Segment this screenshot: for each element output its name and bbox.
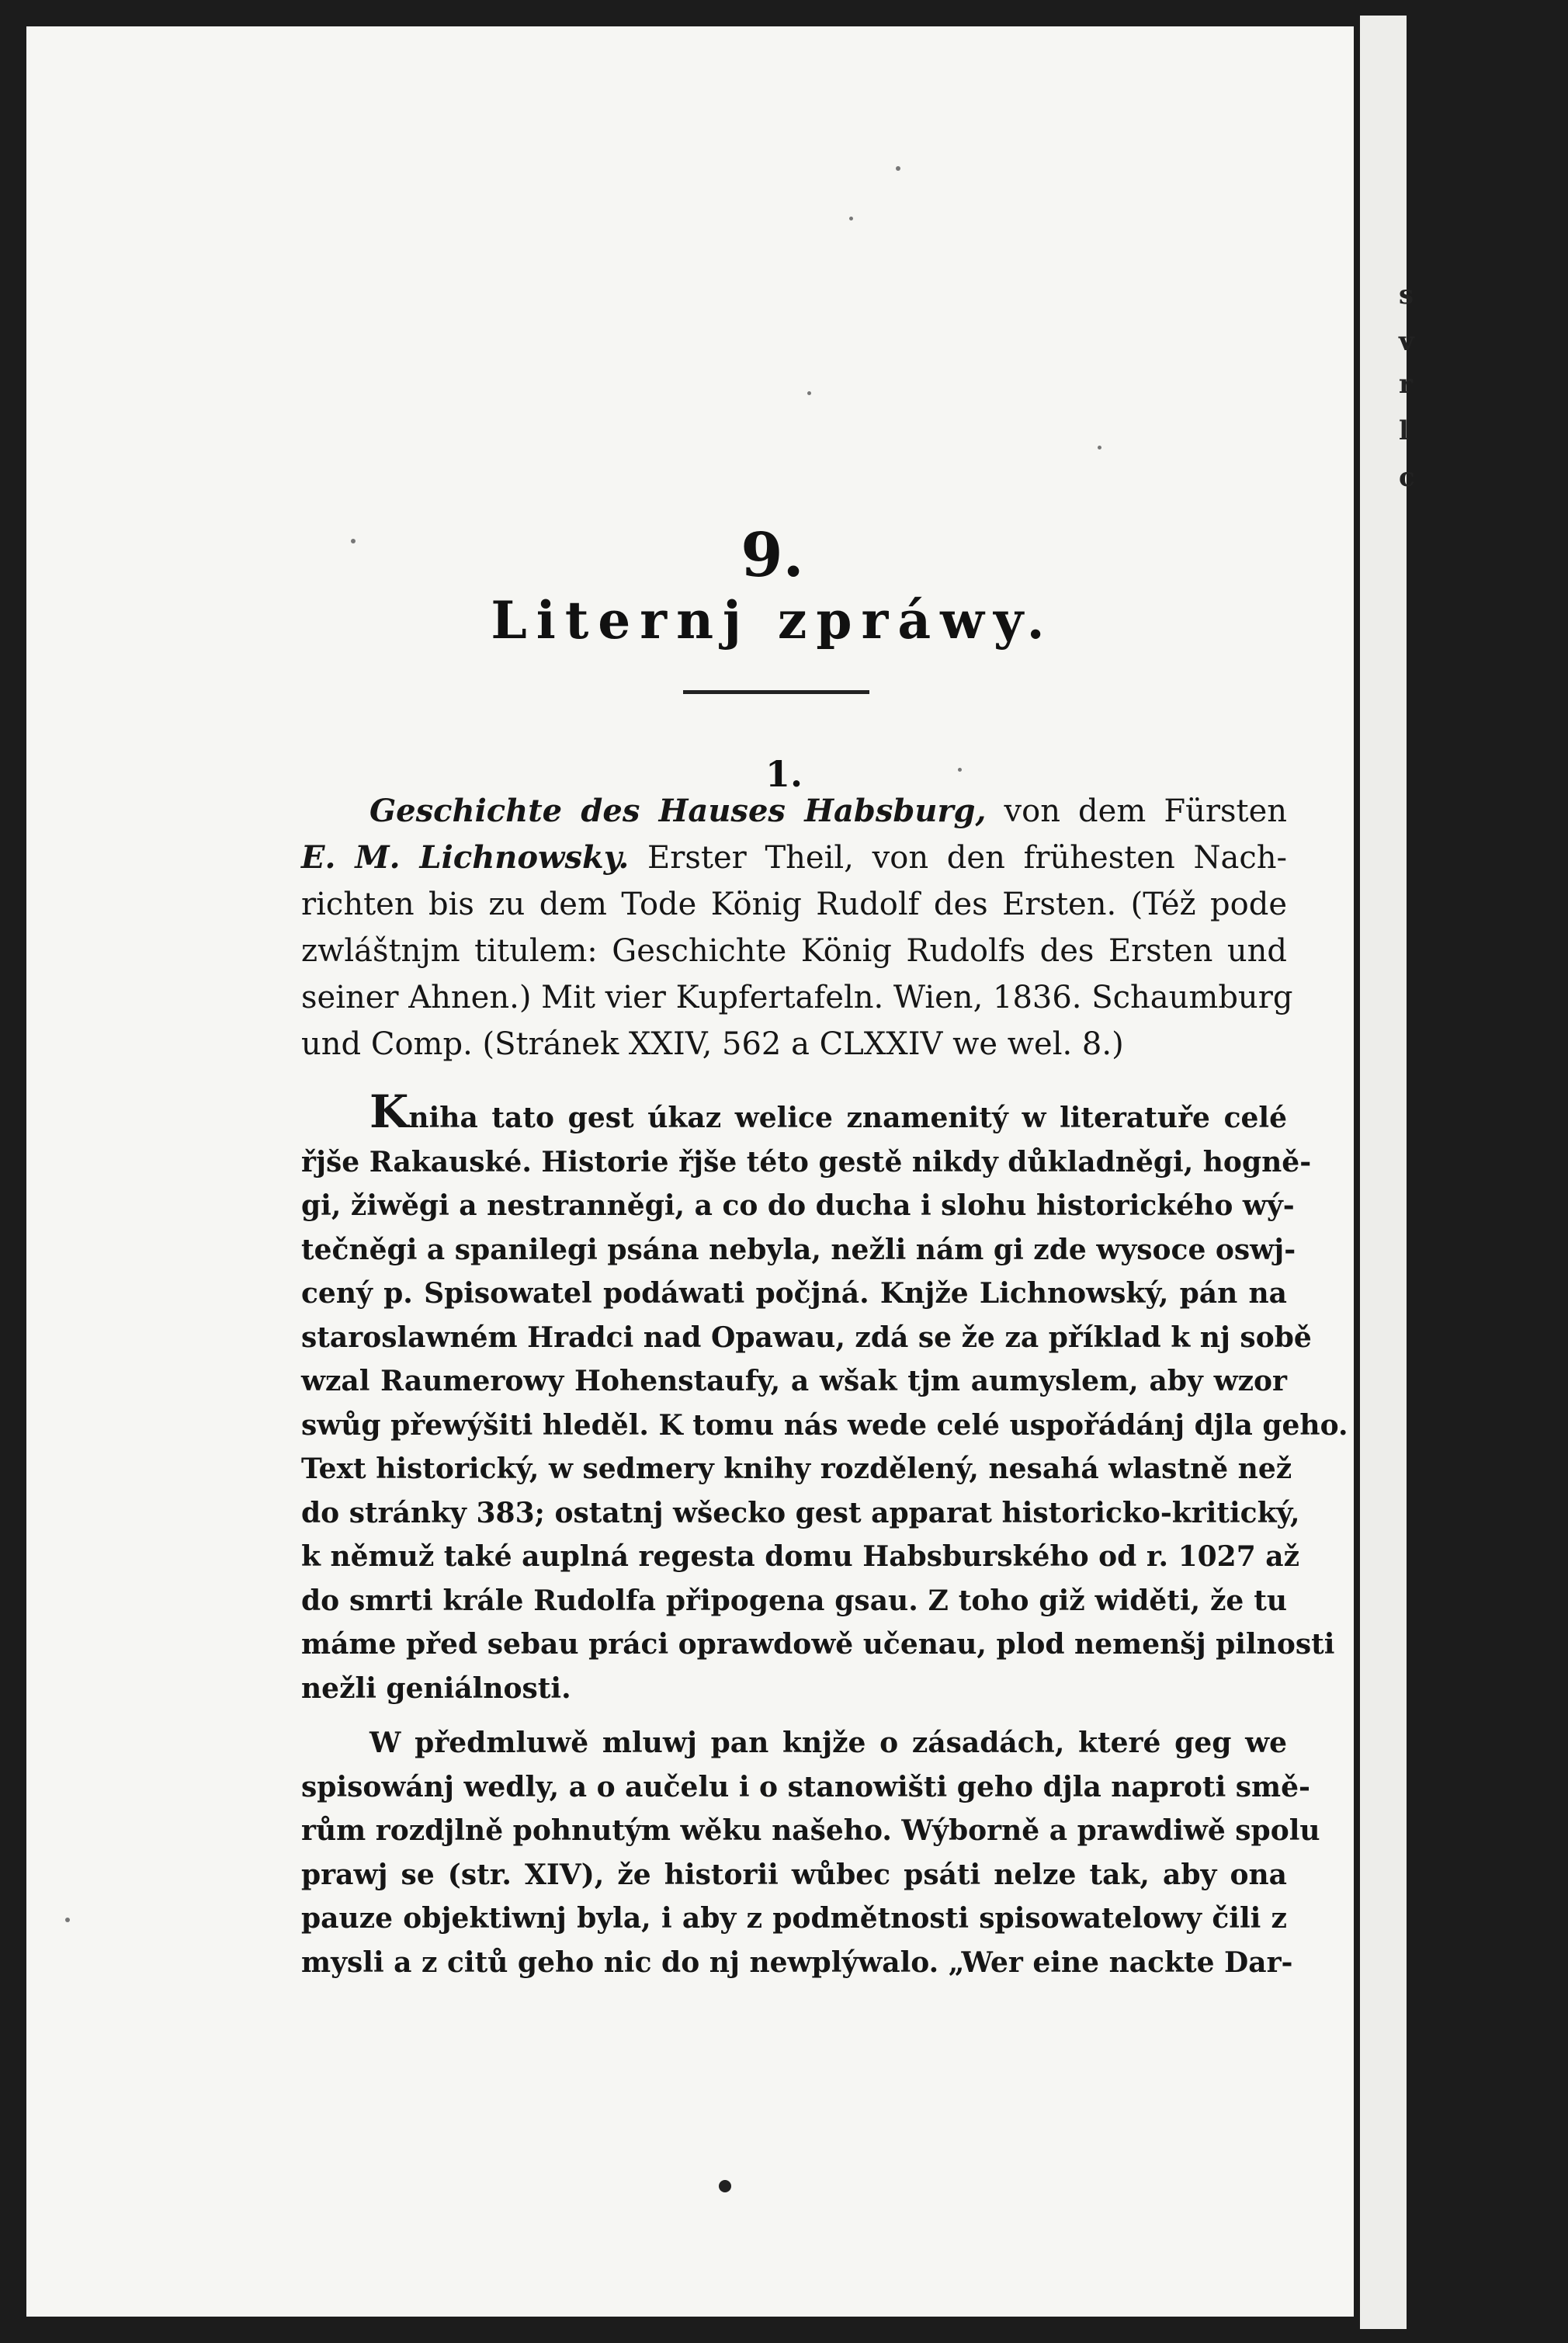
drop-cap: K — [369, 1085, 409, 1138]
adjacent-page-fragment: l — [1399, 415, 1409, 446]
adjacent-page-strip — [1360, 16, 1415, 2329]
citation-line: und Comp. (Stránek XXIV, 562 a CLXXIV we wel. 8.) — [301, 1026, 1124, 1062]
adjacent-page-fragment: v — [1399, 326, 1414, 357]
adjacent-page-fragment: s — [1399, 279, 1414, 311]
paragraph-line: tečněgi a spanilegi psána nebyla, nežli nám gi zde wysoce oswj- — [301, 1233, 1296, 1266]
book-title: Geschichte des Hauses Habsburg, — [369, 793, 987, 829]
adjacent-page-fragment: r — [1399, 369, 1413, 400]
bibliographic-citation — [301, 788, 1293, 1067]
paragraph-line: W předmluwě mluwj pan knjže o zásadách, které geg we — [369, 1727, 1287, 1759]
paper-speck — [1098, 446, 1101, 450]
citation-line — [301, 788, 1287, 835]
paragraph-line: řjše Rakauské. Historie řjše této gestě nikdy důkladněgi, hogně- — [301, 1145, 1312, 1178]
title-rule — [683, 690, 869, 694]
author-name: E. M. Lichnowsky. — [301, 839, 630, 876]
review-paragraph-1 — [301, 1085, 1348, 1710]
adjacent-page-fragment: c — [1399, 462, 1415, 493]
citation-line: zwláštnjm titulem: Geschichte König Rudolfs des Ersten und — [301, 933, 1287, 969]
paragraph-line-text: niha tato gest úkaz welice znamenitý w literatuře celé — [408, 1102, 1287, 1134]
paragraph-line: cený p. Spisowatel podáwati počjná. Knjže Lichnowský, pán na — [301, 1277, 1287, 1310]
section-title: Liternj zpráwy. — [491, 590, 1054, 651]
paper-speck — [896, 166, 900, 171]
paper-speck — [849, 217, 853, 220]
paper-speck — [65, 1918, 70, 1922]
section-number: 9. — [741, 520, 804, 591]
citation-line: seiner Ahnen.) Mit vier Kupfertafeln. Wien, 1836. Schaumburg — [301, 980, 1293, 1015]
paragraph-line: nežli geniálnosti. — [301, 1671, 571, 1705]
paragraph-line: do smrti krále Rudolfa připogena gsau. Z toho giž widěti, že tu — [301, 1584, 1287, 1617]
paragraph-line: rům rozdjlně pohnutým wěku našeho. Wýborně a prawdiwě spolu — [301, 1814, 1320, 1847]
citation-text: von dem Fürsten — [1004, 793, 1288, 829]
review-paragraph-2 — [301, 1721, 1320, 1984]
paragraph-line: máme před sebau práci oprawdowě učenau, plod nemenšj pilnosti — [301, 1628, 1335, 1661]
citation-text: Erster Theil, von den frühesten Nach- — [647, 840, 1288, 876]
paragraph-line: swůg přewýšiti hleděl. K tomu nás wede celé uspořádánj djla geho. — [301, 1408, 1348, 1442]
paragraph-line: wzal Raumerowy Hohenstaufy, a wšak tjm aumyslem, aby wzor — [301, 1365, 1287, 1397]
paragraph-line: spisowánj wedly, a o aučelu i o stanowišti geho djla naproti smě- — [301, 1770, 1310, 1803]
paragraph-line: Text historický, w sedmery knihy rozdělený, nesahá wlastně než — [301, 1453, 1292, 1485]
entry-number: 1. — [765, 753, 803, 795]
paragraph-line: prawj se (str. XIV), že historii wůbec psáti nelze tak, aby ona — [301, 1858, 1287, 1891]
paragraph-line: gi, žiwěgi a nestranněgi, a co do ducha i slohu historického wý- — [301, 1189, 1295, 1222]
paragraph-line: staroslawném Hradci nad Opawau, zdá se že za příklad k nj sobě — [301, 1321, 1312, 1354]
paragraph-line: do stránky 383; ostatnj wšecko gest apparat historicko-kritický, — [301, 1496, 1300, 1529]
citation-line: richten bis zu dem Tode König Rudolf des Ersten. (Též pode — [301, 887, 1287, 922]
paragraph-line: k němuž také auplná regesta domu Habsburského od r. 1027 až — [301, 1540, 1300, 1573]
footer-dot — [719, 2180, 731, 2192]
paragraph-line: mysli a z citů geho nic do nj newplýwalo. „Wer eine nackte Dar- — [301, 1946, 1293, 1979]
citation-line — [301, 835, 1287, 881]
paragraph-line — [301, 1085, 1287, 1140]
paragraph-line: pauze objektiwnj byla, i aby z podmětnosti spisowatelowy čili z — [301, 1902, 1287, 1935]
paper-speck — [807, 391, 811, 395]
